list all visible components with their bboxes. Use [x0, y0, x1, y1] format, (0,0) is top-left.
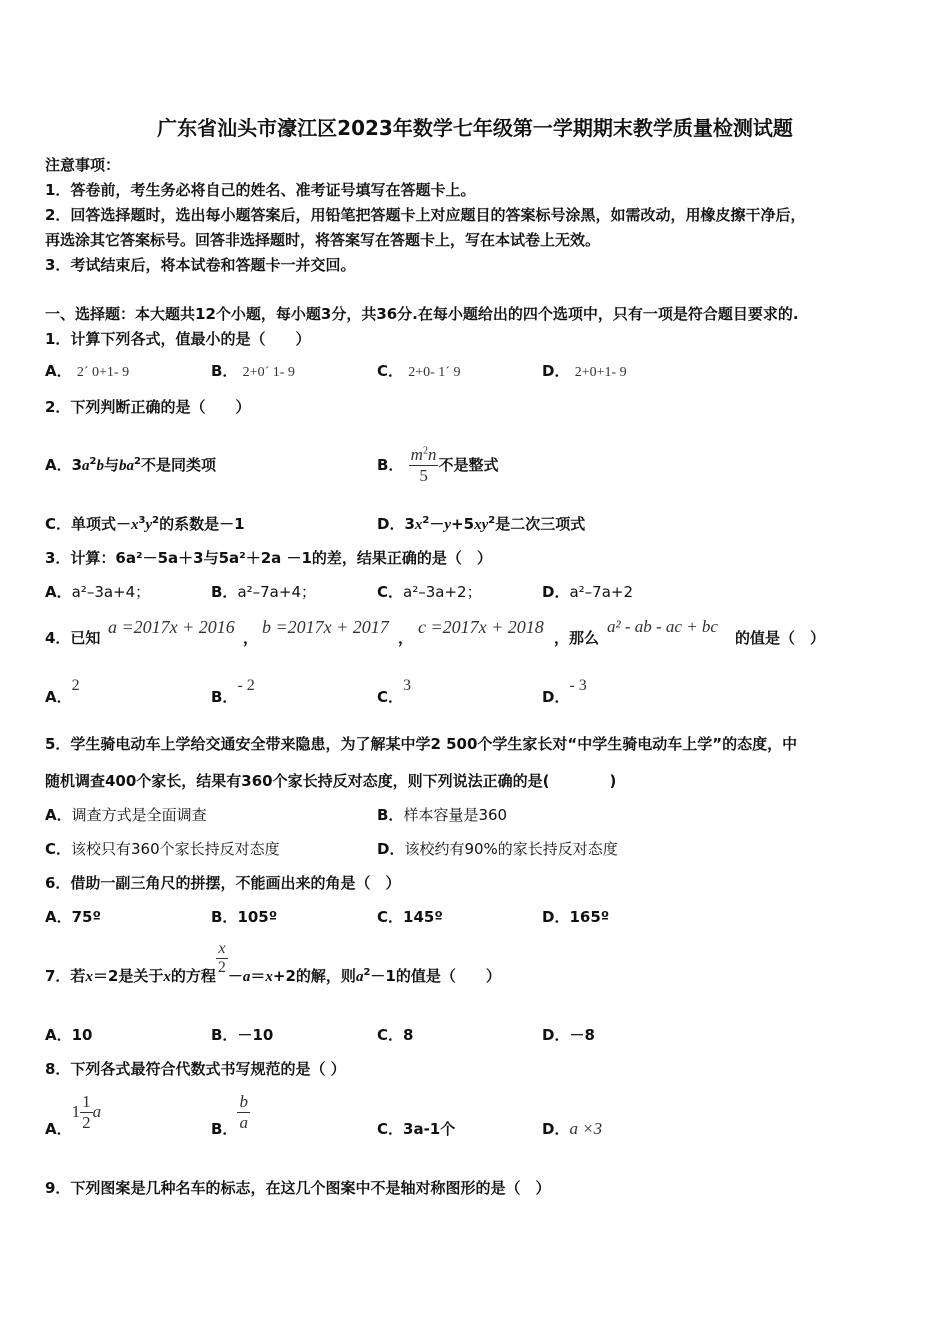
math-var: a [355, 969, 364, 985]
fraction-denominator: 5 [419, 466, 428, 485]
fraction [237, 1092, 250, 1133]
option-value: 105º [237, 908, 278, 926]
fraction-numerator: b [239, 1092, 248, 1111]
option-value: - 3 [569, 677, 587, 694]
option-value: 2+0´ 1- 9 [242, 365, 295, 380]
option-label: B． [211, 1120, 238, 1138]
q4-option-c [377, 677, 412, 707]
option-value: －8 [569, 1026, 595, 1044]
option-label: D． [542, 688, 570, 706]
fraction-denominator: 2 [217, 959, 226, 976]
option-value: 2+0- 1´ 9 [408, 365, 461, 380]
option-label: B． [211, 908, 238, 926]
option-label: D． [542, 362, 570, 380]
question-8-stem: 8．下列各式最符合代数式书写规范的是（ ） [45, 1060, 346, 1078]
fraction-numerator: x [216, 940, 228, 959]
question-2-stem: 2．下列判断正确的是（ ） [45, 398, 251, 416]
option-value: 8 [403, 1026, 414, 1044]
option-label: C． [45, 840, 72, 858]
math-var: y [145, 517, 153, 533]
question-3-stem: 3．计算：6a²－5a＋3与5a²＋2a －1的差，结果正确的是（ ） [45, 549, 492, 567]
q7-option-a [45, 1024, 92, 1045]
question-4-prefix: 4．已知 [45, 629, 101, 647]
q4-comma: ， [243, 629, 259, 647]
math-text: 是二次三项式 [495, 515, 586, 533]
fraction [216, 940, 228, 977]
option-label: B． [211, 1026, 238, 1044]
option-label: A． [45, 1026, 72, 1044]
q4-expression: a² - ab - ac + bc [607, 617, 718, 636]
option-label: B． [211, 688, 238, 706]
math-text: 与 [104, 456, 120, 474]
q4-suffix: 的值是（ ） [735, 629, 826, 647]
option-label: A． [45, 456, 72, 474]
math-var: a [82, 458, 90, 474]
q8-option-b [211, 1092, 250, 1139]
option-value: - 2 [237, 677, 255, 694]
option-value: 调查方式是全面调查 [71, 806, 207, 824]
q6-option-d [542, 906, 609, 927]
fraction-numerator: 1 [82, 1092, 91, 1111]
math-text: +5 [451, 515, 475, 533]
math-text: +2的解，则 [272, 967, 356, 985]
math-text: 3 [71, 456, 83, 474]
q2-option-d: D．$3x^2-y+5xy^2$是二次三项式 [377, 515, 586, 533]
math-var: x [163, 969, 171, 985]
mixed-number-whole: 1 [71, 1102, 81, 1121]
math-text: 不是同类项 [141, 456, 217, 474]
option-label: C． [377, 1120, 404, 1138]
q7-option-c [377, 1024, 413, 1045]
option-value: 2´ 0+1- 9 [76, 365, 130, 380]
q4-equation-c: c =2017x + 2018 [418, 617, 544, 637]
math-var: a [242, 969, 251, 985]
notice-item: 3．考试结束后，将本试卷和答题卡一并交回。 [45, 256, 356, 274]
notice-item: 再选涂其它答案标号。回答非选择题时，将答案写在答题卡上，写在本试卷上无效。 [45, 231, 601, 249]
math-text: ＝2是关于 [92, 967, 164, 985]
question-1-stem: 1．计算下列各式，值最小的是（ ） [45, 330, 311, 348]
option-value: 145º [403, 908, 443, 926]
q7-option-b [211, 1024, 273, 1045]
option-label: A． [45, 688, 72, 706]
q5-option-a [45, 804, 207, 825]
math-var: x [265, 969, 273, 985]
q3-option-d [542, 581, 633, 602]
option-value: a ×3 [569, 1119, 603, 1138]
q5-option-c [45, 838, 280, 859]
question-7-stem: 7．若x＝2是关于x的方程 $\frac{x}{2}$ －a＝x+2的解，则$a^2-1$的值是（ ） [45, 940, 501, 985]
q8-option-d [542, 1118, 602, 1139]
q1-option-a [45, 360, 129, 381]
math-text: 不是整式 [438, 456, 499, 474]
math-var: y [444, 517, 452, 533]
option-value: 该校约有90%的家长持反对态度 [404, 840, 618, 858]
math-var: b [119, 458, 127, 474]
math-text: ＝ [250, 967, 266, 985]
option-label: D． [542, 1120, 570, 1138]
option-label: C． [377, 362, 404, 380]
math-var: b [96, 458, 105, 474]
option-value: a²–7a+2 [569, 583, 634, 601]
option-value: 2+0+1- 9 [574, 365, 627, 380]
q4-option-b [211, 677, 255, 707]
math-var: x [131, 517, 139, 533]
q2-option-c: C．单项式$-x^3y^2$的系数是－1 [45, 515, 245, 533]
math-var: x [85, 969, 93, 985]
option-label: C． [377, 1026, 404, 1044]
option-label: C． [45, 515, 72, 533]
q2-option-a: A．$3a^2b$与$ba^2$不是同类项 [45, 456, 217, 474]
notice-heading: 注意事项： [45, 156, 121, 174]
option-value: a²–3a+2； [403, 583, 482, 601]
q4-comma: ， [398, 629, 414, 647]
q4-option-a [45, 677, 80, 707]
q4-then: ，那么 [554, 629, 600, 647]
page-title: 广东省汕头市濠江区2023年数学七年级第一学期期末教学质量检测试题 [157, 116, 793, 140]
q6-option-b [211, 906, 277, 927]
notice-item: 1．答卷前，考生务必将自己的姓名、准考证号填写在答题卡上。 [45, 181, 476, 199]
math-text: 3 [404, 515, 415, 533]
fraction-denominator: 2 [82, 1113, 91, 1132]
q1-option-c [377, 360, 460, 381]
q6-option-a [45, 906, 101, 927]
math-text: － [429, 515, 445, 533]
option-value: 该校只有360个家长持反对态度 [71, 840, 280, 858]
math-var: a [92, 1102, 102, 1121]
option-value: 2 [71, 677, 80, 694]
question-5-line2: 随机调查400个家长，结果有360个家长持反对态度，则下列说法正确的是( ) [45, 772, 617, 790]
math-text: －1的值是（ ） [370, 967, 501, 985]
question-5-line1: 5．学生骑电动车上学给交通安全带来隐患，为了解某中学2 500个学生家长对“中学生骑电动车上学”的态度，中 [45, 735, 798, 753]
question-9-stem: 9．下列图案是几种名车的标志，在这几个图案中不是轴对称图形的是（ ） [45, 1179, 551, 1197]
q4-equation-a: a =2017x + 2016 [108, 617, 235, 637]
math-text: 单项式－ [71, 515, 132, 533]
option-label: D． [542, 1026, 570, 1044]
q3-option-a [45, 581, 150, 602]
option-value: 样本容量是360 [403, 806, 508, 824]
option-label: C． [377, 908, 404, 926]
option-label: B． [377, 806, 404, 824]
q8-option-a [45, 1092, 101, 1139]
q1-option-d [542, 360, 627, 381]
option-label: A． [45, 1120, 72, 1138]
option-value: 3 [403, 677, 412, 694]
q2-option-b [377, 426, 498, 486]
option-label: B． [211, 583, 238, 601]
section-heading: 一、选择题：本大题共12个小题，每小题3分，共36分.在每小题给出的四个选项中，只有一项是符合题目要求的. [45, 305, 799, 323]
option-label: D． [377, 515, 405, 533]
math-var: x [414, 517, 423, 533]
q8-option-c [377, 1118, 455, 1139]
question-6-stem: 6．借助一副三角尺的拼摆，不能画出来的角是（ ） [45, 874, 401, 892]
option-label: A． [45, 362, 72, 380]
fraction-denominator: a [239, 1113, 248, 1132]
option-value: 75º [71, 908, 101, 926]
q3-option-c [377, 581, 482, 602]
option-label: C． [377, 688, 404, 706]
math-text: 7．若 [45, 967, 86, 985]
math-text: 的方程 [170, 967, 216, 985]
option-label: D． [542, 583, 570, 601]
math-var: n [427, 445, 437, 464]
option-value: a²–3a+4； [71, 583, 151, 601]
option-label: C． [377, 583, 404, 601]
option-value: a²–7a+4； [237, 583, 316, 601]
math-var: a [126, 458, 135, 474]
option-label: B． [211, 362, 238, 380]
option-value: 165º [569, 908, 610, 926]
q5-option-b [377, 804, 507, 825]
fraction: $\frac{m^2n}{5}$ [410, 445, 437, 485]
fraction [80, 1092, 93, 1133]
option-label: B． [377, 456, 404, 474]
q6-option-c [377, 906, 443, 927]
q1-option-b [211, 360, 295, 381]
option-value: 10 [71, 1026, 93, 1044]
math-text: 的系数是－1 [159, 515, 245, 533]
option-value: 3a-1个 [403, 1120, 456, 1138]
math-var: m [410, 445, 423, 464]
math-text: － [227, 967, 243, 985]
option-label: A． [45, 908, 72, 926]
q5-option-d [377, 838, 618, 859]
q4-option-d [542, 677, 587, 707]
option-label: D． [377, 840, 405, 858]
option-label: D． [542, 908, 570, 926]
option-value: －10 [237, 1026, 274, 1044]
option-label: A． [45, 806, 72, 824]
q7-option-d [542, 1024, 595, 1045]
q4-equation-b: b =2017x + 2017 [262, 617, 389, 637]
notice-item: 2．回答选择题时，选出每小题答案后，用铅笔把答题卡上对应题目的答案标号涂黑，如需改动，用橡皮擦干净后， [45, 206, 806, 224]
q3-option-b [211, 581, 316, 602]
option-label: A． [45, 583, 72, 601]
math-var: xy [474, 517, 489, 533]
